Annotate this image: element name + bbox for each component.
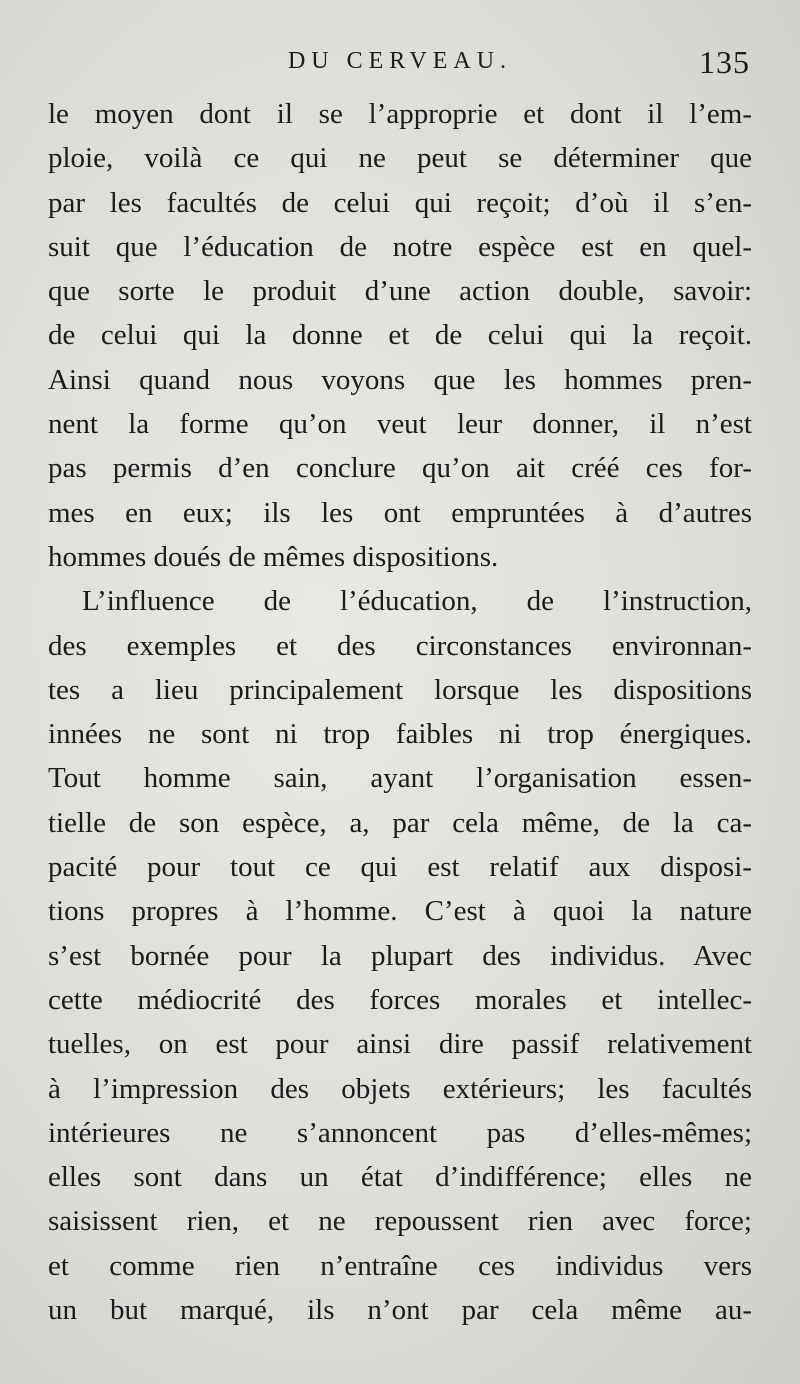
text-line: par les facultés de celui qui reçoit; d’où il s’en- bbox=[48, 186, 752, 219]
text-line: innées ne sont ni trop faibles ni trop énergiques. bbox=[48, 718, 752, 751]
text-line: un but marqué, ils n’ont par cela même au- bbox=[48, 1294, 752, 1327]
text-line: intérieures ne s’annoncent pas d’elles-mêmes; bbox=[48, 1116, 752, 1149]
text-line: Ainsi quand nous voyons que les hommes pren- bbox=[48, 363, 752, 396]
text-line: tuelles, on est pour ainsi dire passif relativement bbox=[48, 1028, 752, 1061]
text-line: pas permis d’en conclure qu’on ait créé ces for- bbox=[48, 452, 752, 485]
page-number: 135 bbox=[699, 44, 750, 80]
text-line: cette médiocrité des forces morales et intellec- bbox=[48, 983, 752, 1016]
text-line: mes en eux; ils les ont empruntées à d’autres bbox=[48, 496, 752, 529]
running-title: DU CERVEAU. bbox=[287, 48, 513, 74]
text-line: Tout homme sain, ayant l’organisation essen- bbox=[48, 762, 752, 795]
body-text bbox=[48, 92, 752, 1332]
paragraph bbox=[48, 92, 752, 579]
text-line: suit que l’éducation de notre espèce est en quel- bbox=[48, 230, 752, 263]
text-line: L’influence de l’éducation, de l’instruction, bbox=[82, 585, 752, 618]
text-line: que sorte le produit d’une action double, savoir: bbox=[48, 275, 752, 308]
paragraph bbox=[48, 579, 752, 1332]
text-line: nent la forme qu’on veut leur donner, il n’est bbox=[48, 408, 752, 441]
text-line: tes a lieu principalement lorsque les dispositions bbox=[48, 673, 752, 706]
text-line: tielle de son espèce, a, par cela même, de la ca- bbox=[48, 806, 752, 839]
text-line: s’est bornée pour la plupart des individus. Avec bbox=[48, 939, 752, 972]
text-line: des exemples et des circonstances environnan- bbox=[48, 629, 752, 662]
text-line: saisissent rien, et ne repoussent rien avec force; bbox=[48, 1205, 752, 1238]
page-header bbox=[48, 44, 752, 84]
text-line: et comme rien n’entraîne ces individus vers bbox=[48, 1249, 752, 1282]
text-line: à l’impression des objets extérieurs; les facultés bbox=[48, 1072, 752, 1105]
text-line: ploie, voilà ce qui ne peut se déterminer que bbox=[48, 142, 752, 175]
text-line: de celui qui la donne et de celui qui la reçoit. bbox=[48, 319, 752, 352]
text-line: pacité pour tout ce qui est relatif aux disposi- bbox=[48, 851, 752, 884]
text-line: le moyen dont il se l’approprie et dont il l’em- bbox=[48, 98, 752, 130]
text-line: elles sont dans un état d’indifférence; elles ne bbox=[48, 1161, 752, 1194]
text-line: tions propres à l’homme. C’est à quoi la nature bbox=[48, 895, 752, 928]
text-line: hommes doués de mêmes dispositions. bbox=[48, 540, 499, 573]
